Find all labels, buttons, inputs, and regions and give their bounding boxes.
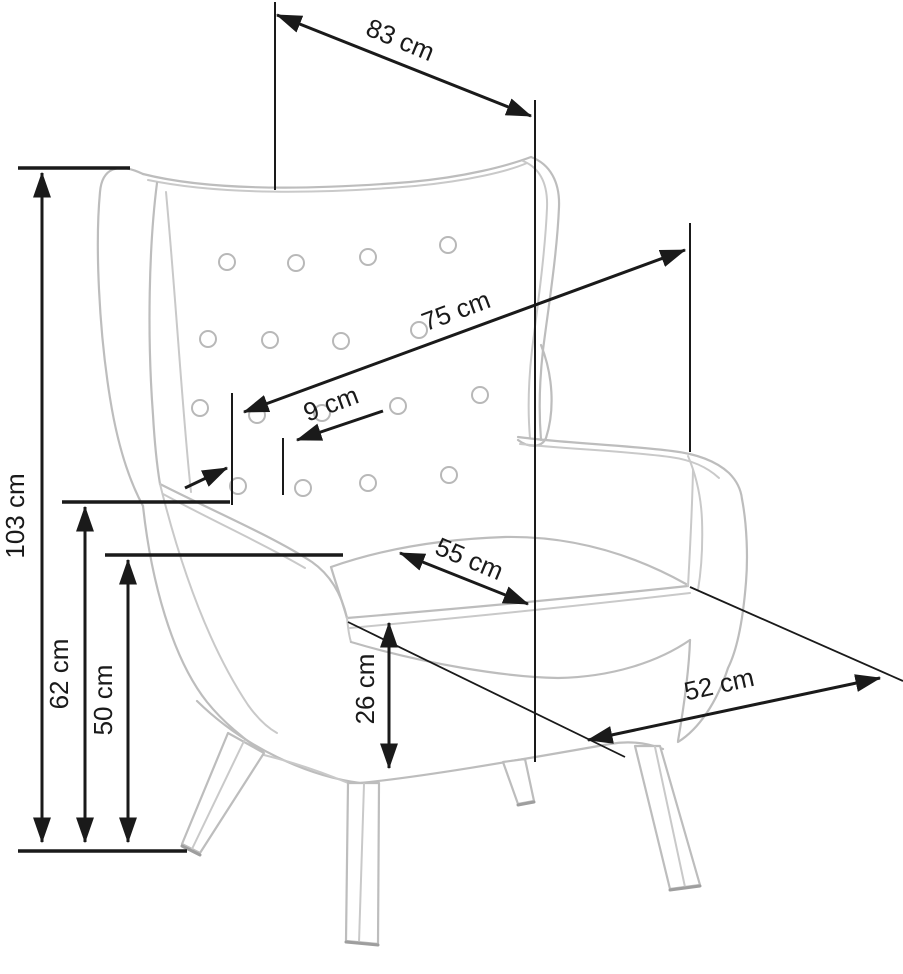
label-backrest-diagonal: 75 cm bbox=[417, 284, 495, 338]
label-seat-back-height: 50 cm bbox=[88, 664, 118, 736]
extension-line-seat-right bbox=[690, 587, 903, 681]
chair-outline bbox=[98, 157, 747, 945]
label-armrest-height: 62 cm bbox=[44, 638, 74, 710]
dimension-lines bbox=[18, 2, 903, 851]
label-armrest-width: 9 cm bbox=[299, 379, 363, 428]
arrow-armrest-width-outside bbox=[185, 468, 227, 488]
arrow-backrest-diagonal bbox=[244, 250, 685, 412]
label-top-depth: 83 cm bbox=[361, 12, 439, 68]
tufting-buttons bbox=[192, 237, 488, 496]
label-cushion-height: 26 cm bbox=[350, 653, 380, 725]
label-overall-height: 103 cm bbox=[0, 473, 30, 559]
label-seat-depth: 55 cm bbox=[431, 531, 508, 587]
chair-legs bbox=[182, 733, 700, 945]
dimension-labels bbox=[0, 12, 757, 735]
label-seat-width: 52 cm bbox=[681, 661, 757, 707]
